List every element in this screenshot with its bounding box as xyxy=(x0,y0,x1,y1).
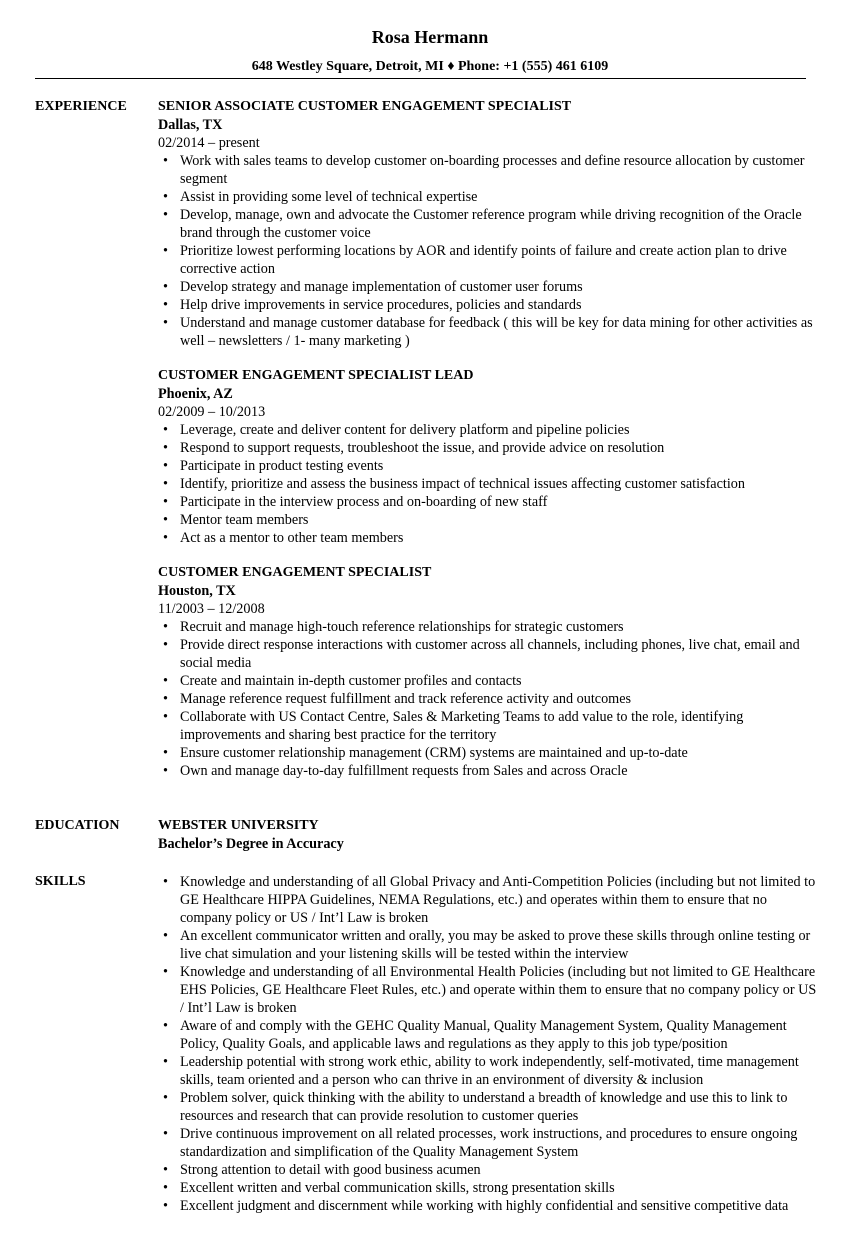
job-bullets xyxy=(158,618,818,780)
bullet-item: • Create and maintain in-depth customer profiles and contacts xyxy=(158,672,818,690)
bullet-item: • Excellent written and verbal communication skills, strong presentation skills xyxy=(158,1179,818,1197)
education-degree: Bachelor’s Degree in Accuracy xyxy=(158,836,344,852)
job-location: Dallas, TX xyxy=(158,117,223,133)
header-divider xyxy=(35,78,806,79)
job-bullets xyxy=(158,152,818,350)
bullet-item: • Mentor team members xyxy=(158,511,818,529)
job-title: SENIOR ASSOCIATE CUSTOMER ENGAGEMENT SPECIALIST xyxy=(158,99,572,114)
job-dates: 11/2003 – 12/2008 xyxy=(158,601,265,617)
bullet-item: • An excellent communicator written and orally, you may be asked to prove these skills through online testing or live chat simulation and your listening skills will be tested within the interview xyxy=(158,927,818,963)
bullet-item: • Participate in product testing events xyxy=(158,457,818,475)
job-3 xyxy=(158,564,818,780)
job-dates: 02/2009 – 10/2013 xyxy=(158,404,266,420)
bullet-item: • Drive continuous improvement on all related processes, work instructions, and procedures to ensure ongoing standardization and simplification of the Quality Management System xyxy=(158,1125,818,1161)
bullet-item: • Respond to support requests, troubleshoot the issue, and provide advice on resolution xyxy=(158,439,818,457)
bullet-item: • Leverage, create and deliver content for delivery platform and pipeline policies xyxy=(158,421,818,439)
bullet-item: • Knowledge and understanding of all Global Privacy and Anti-Competition Policies (including but not limited to GE Healthcare HIPPA Guidelines, NEMA Regulations, etc.) and operates within them to ensure that no company policy or US / Int’l Law is broken xyxy=(158,873,818,927)
job-location: Phoenix, AZ xyxy=(158,386,233,402)
bullet-item: • Prioritize lowest performing locations by AOR and identify points of failure and create action plan to drive corrective action xyxy=(158,242,818,278)
skills-label: SKILLS xyxy=(35,874,86,889)
job-2 xyxy=(158,367,818,547)
bullet-item: • Understand and manage customer database for feedback ( this will be key for data mining for other activities as well – newsletters / 1- many marketing ) xyxy=(158,314,818,350)
job-title: CUSTOMER ENGAGEMENT SPECIALIST xyxy=(158,565,432,580)
job-1 xyxy=(158,98,818,350)
bullet-item: • Problem solver, quick thinking with the ability to understand a breadth of knowledge and use this to link to resources and research that can provide resolution to customer queries xyxy=(158,1089,818,1125)
bullet-item: • Own and manage day-to-day fulfillment requests from Sales and across Oracle xyxy=(158,762,818,780)
bullet-item: • Assist in providing some level of technical expertise xyxy=(158,188,818,206)
bullet-item: • Provide direct response interactions with customer across all channels, including phones, live chat, email and social media xyxy=(158,636,818,672)
education-label: EDUCATION xyxy=(35,818,120,833)
bullet-item: • Recruit and manage high-touch reference relationships for strategic customers xyxy=(158,618,818,636)
bullet-item: • Strong attention to detail with good business acumen xyxy=(158,1161,818,1179)
job-bullets xyxy=(158,421,818,547)
job-dates: 02/2014 – present xyxy=(158,135,260,151)
skills-bullets xyxy=(158,873,818,1215)
bullet-item: • Identify, prioritize and assess the business impact of technical issues affecting customer satisfaction xyxy=(158,475,818,493)
bullet-item: • Develop, manage, own and advocate the Customer reference program while driving recognition of the Oracle brand through the customer voice xyxy=(158,206,818,242)
contact-line: 648 Westley Square, Detroit, MI ♦ Phone: +1 (555) 461 6109 xyxy=(251,59,609,74)
bullet-item: • Help drive improvements in service procedures, policies and standards xyxy=(158,296,818,314)
experience-label: EXPERIENCE xyxy=(35,99,127,114)
bullet-item: • Excellent judgment and discernment while working with highly confidential and sensitive competitive data xyxy=(158,1197,818,1215)
bullet-item: • Aware of and comply with the GEHC Quality Manual, Quality Management System, Quality Management Policy, Quality Goals, and applicable laws and regulations as they apply to this job type/position xyxy=(158,1017,818,1053)
bullet-item: • Participate in the interview process and on-boarding of new staff xyxy=(158,493,818,511)
skills-body xyxy=(158,873,818,1215)
bullet-item: • Act as a mentor to other team members xyxy=(158,529,818,547)
bullet-item: • Knowledge and understanding of all Environmental Health Policies (including but not limited to GE Healthcare EHS Policies, GE Healthcare Fleet Rules, etc.) and operate within them to ensure that no company policy or US / Int’l Law is broken xyxy=(158,963,818,1017)
job-title: CUSTOMER ENGAGEMENT SPECIALIST LEAD xyxy=(158,368,474,383)
job-location: Houston, TX xyxy=(158,583,236,599)
resume-name: Rosa Hermann xyxy=(371,27,489,47)
bullet-item: • Manage reference request fulfillment and track reference activity and outcomes xyxy=(158,690,818,708)
education-school: WEBSTER UNIVERSITY xyxy=(158,818,319,833)
experience-body xyxy=(158,98,818,797)
education-body xyxy=(158,817,818,853)
bullet-item: • Work with sales teams to develop customer on-boarding processes and define resource allocation by customer segment xyxy=(158,152,818,188)
bullet-item: • Develop strategy and manage implementation of customer user forums xyxy=(158,278,818,296)
bullet-item: • Leadership potential with strong work ethic, ability to work independently, self-motivated, time management skills, team oriented and a person who can thrive in an environment of diversity & inclusion xyxy=(158,1053,818,1089)
bullet-item: • Collaborate with US Contact Centre, Sales & Marketing Teams to add value to the role, identifying improvements and sharing best practice for the territory xyxy=(158,708,818,744)
bullet-item: • Ensure customer relationship management (CRM) systems are maintained and up-to-date xyxy=(158,744,818,762)
